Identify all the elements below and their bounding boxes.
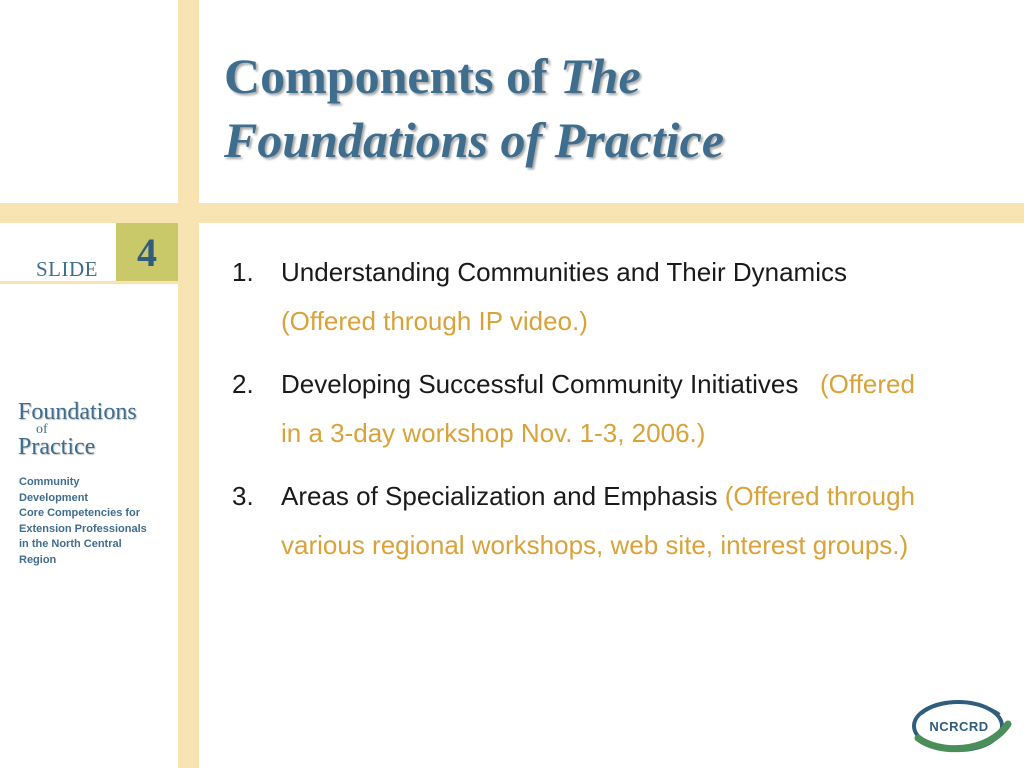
item-note: (Offered through various regional workshops, web site, interest groups.): [281, 481, 916, 560]
item-text: Areas of Specialization and Emphasis: [281, 481, 718, 511]
item-text: Developing Successful Community Initiatives: [281, 369, 799, 399]
ncrcrd-logo-icon: [908, 694, 1012, 756]
item-number: 2.: [232, 369, 254, 399]
tagline-line: in the North Central: [19, 538, 122, 551]
tagline: [19, 475, 177, 569]
foundations-logo: [18, 400, 178, 458]
tagline-line: Region: [19, 553, 57, 566]
title-part1: Components of: [224, 48, 561, 104]
logo-line3: Practice: [18, 434, 96, 460]
logo-line2: of: [36, 422, 48, 437]
tagline-line: Core Competencies for: [19, 507, 141, 520]
item-note: (Offered in a 3-day workshop Nov. 1-3, 2006.): [281, 369, 915, 448]
slide-label: SLIDE: [36, 257, 98, 281]
title-part2: The: [560, 48, 641, 104]
component-list: [232, 248, 922, 584]
horizontal-divider-bar: [0, 203, 1024, 223]
vertical-divider-bar: [178, 0, 199, 768]
tagline-line: Development: [19, 491, 89, 504]
item-note: (Offered through IP video.): [281, 306, 588, 336]
logo-line1: Foundations: [18, 399, 137, 425]
tagline-line: Community: [19, 476, 80, 488]
title-line2: Foundations of Practice: [224, 112, 725, 168]
list-item: [232, 248, 922, 346]
item-number: 1.: [232, 257, 254, 287]
list-item: [232, 472, 922, 570]
item-text: Understanding Communities and Their Dynamics: [281, 257, 847, 287]
item-number: 3.: [232, 481, 254, 511]
slide-number: 4: [116, 223, 178, 281]
tagline-line: Extension Professionals: [19, 522, 147, 535]
list-item: [232, 360, 922, 458]
emblem-text: NCRCRD: [929, 719, 989, 734]
slide-title: [224, 44, 1014, 172]
